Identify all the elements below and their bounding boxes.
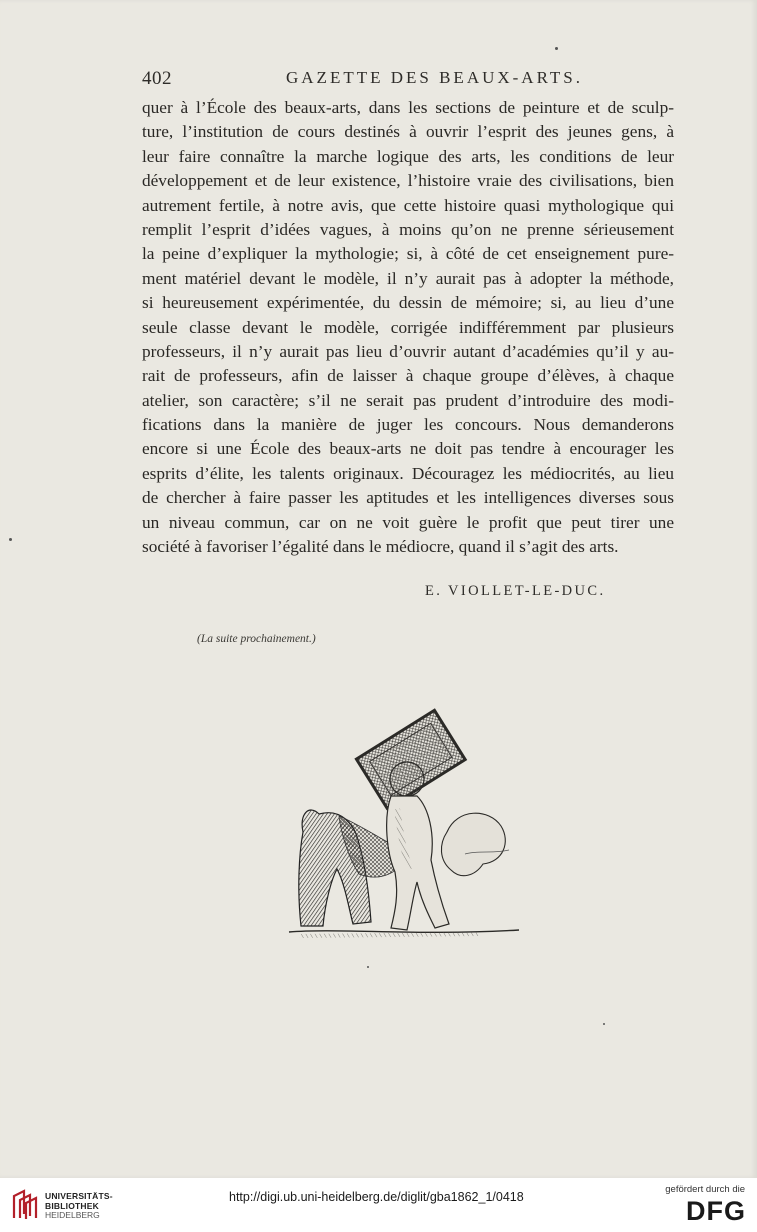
page-number: 402 [142,68,172,89]
author-signature: E. VIOLLET-LE-DUC. [425,583,606,599]
digitization-footer [0,1178,757,1232]
paper-speck [603,1023,605,1025]
text-line: développement et de leur existence, l’histoire vraie des civilisations, bien [142,171,674,191]
library-line: BIBLIOTHEK [45,1200,99,1211]
library-name [45,1192,113,1221]
sponsor-note: gefördert durch die [665,1184,745,1195]
text-line: leur faire connaître la marche logique des arts, les conditions de leur [142,146,674,166]
paper-speck [9,538,12,541]
text-line: quer à l’École des beaux-arts, dans les sections de peinture et de sculp- [142,98,674,117]
article-text [142,96,674,559]
text-line: si heureusement expérimentée, du dessin de mémoire; si, au lieu d’une [142,293,674,313]
text-line: atelier, son caractère; s’il ne serait pas prudent d’introduire des modi- [142,390,674,410]
text-line: la peine d’expliquer la mythologie; si, à côté de cet enseignement pure- [142,244,674,264]
text-line: ment matériel devant le modèle, il n’y aurait pas à adopter la méthode, [142,268,674,288]
paper-speck [555,47,558,50]
paper-speck [367,966,369,968]
text-line: autrement fertile, à notre avis, que cette histoire quasi mythologique qui [142,195,674,215]
dfg-logo: DFG [686,1196,746,1226]
text-line: professeurs, il n’y aurait pas lieu d’ouvrir autant d’académies qu’il y au- [142,341,674,361]
text-line: esprits d’élite, les talents originaux. Découragez les médiocrités, au lieu [142,463,674,483]
library-line: UNIVERSITÄTS- [45,1191,113,1201]
text-line: ture, l’institution de cours destinés à ouvrir l’esprit des jeunes gens, à [142,122,674,142]
continuation-note: (La suite prochainement.) [197,633,316,645]
text-line: seule classe devant le modèle, corrigée indifféremment par plusieurs [142,317,674,337]
text-line: remplit l’esprit d’idées vagues, à moins qu’on ne prenne sérieusement [142,219,674,239]
text-line: rait de professeurs, afin de laisser à chaque groupe d’élèves, à chaque [142,366,674,386]
permalink-url[interactable]: http://digi.ub.uni-heidelberg.de/diglit/gba1862_1/0418 [229,1190,524,1204]
library-line: HEIDELBERG [45,1210,100,1220]
text-line: société à favoriser l’égalité dans le médiocre, quand il s’agit des arts. [142,537,619,557]
running-head [142,68,674,96]
university-library-logo-icon [10,1188,40,1222]
journal-title: GAZETTE DES BEAUX-ARTS. [286,68,583,87]
text-line: fications dans la manière de juger les concours. Nous demanderons [142,415,674,435]
text-line: un niveau commun, car on ne voit guère le profit que peut tirer une [142,512,674,532]
text-line: de chercher à faire passer les aptitudes et les intelligences diverses sous [142,488,674,508]
text-line: encore si une École des beaux-arts ne doit pas tendre à encourager les [142,439,674,459]
engraved-cherub-vignette [279,704,529,944]
